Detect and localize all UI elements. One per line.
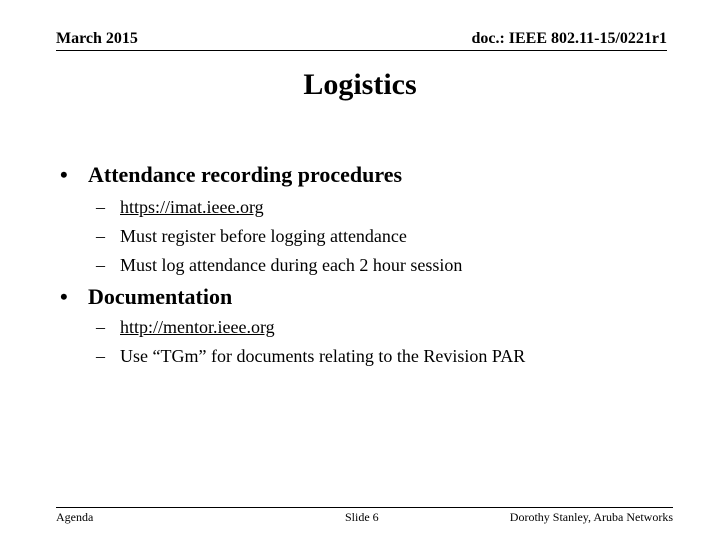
footer-slide-number: Slide 6 (345, 510, 379, 524)
bullet-documentation (60, 284, 232, 310)
footer-author: Dorothy Stanley, Aruba Networks (509, 510, 673, 524)
bullet-documentation-label: Documentation (88, 284, 233, 309)
mentor-link[interactable]: http://mentor.ieee.org (120, 317, 275, 337)
footer-rule (56, 507, 673, 508)
header-doc-id: doc.: IEEE 802.11-15/0221r1 (471, 30, 667, 47)
sub-item-mentor-link (96, 317, 275, 338)
dash-marker: – (96, 317, 105, 337)
header-date: March 2015 (56, 30, 138, 47)
dash-marker: – (96, 255, 105, 275)
dash-marker: – (96, 197, 105, 217)
tgm-text: Use “TGm” for documents relating to the Revision PAR (120, 346, 526, 366)
slide-title: Logistics (303, 68, 417, 101)
bullet-dot: • (60, 284, 68, 309)
header-rule (56, 50, 667, 51)
sub-item-imat-link (96, 197, 264, 218)
bullet-attendance (60, 162, 402, 188)
dash-marker: – (96, 346, 105, 366)
bullet-dot: • (60, 162, 68, 187)
imat-link[interactable]: https://imat.ieee.org (120, 197, 264, 217)
sub-item-tgm (96, 346, 525, 367)
register-text: Must register before logging attendance (120, 226, 407, 246)
sub-item-log-attendance (96, 255, 462, 276)
log-attendance-text: Must log attendance during each 2 hour session (120, 255, 463, 275)
dash-marker: – (96, 226, 105, 246)
bullet-attendance-label: Attendance recording procedures (88, 162, 403, 187)
sub-item-register (96, 226, 407, 247)
footer-left: Agenda (56, 510, 94, 524)
